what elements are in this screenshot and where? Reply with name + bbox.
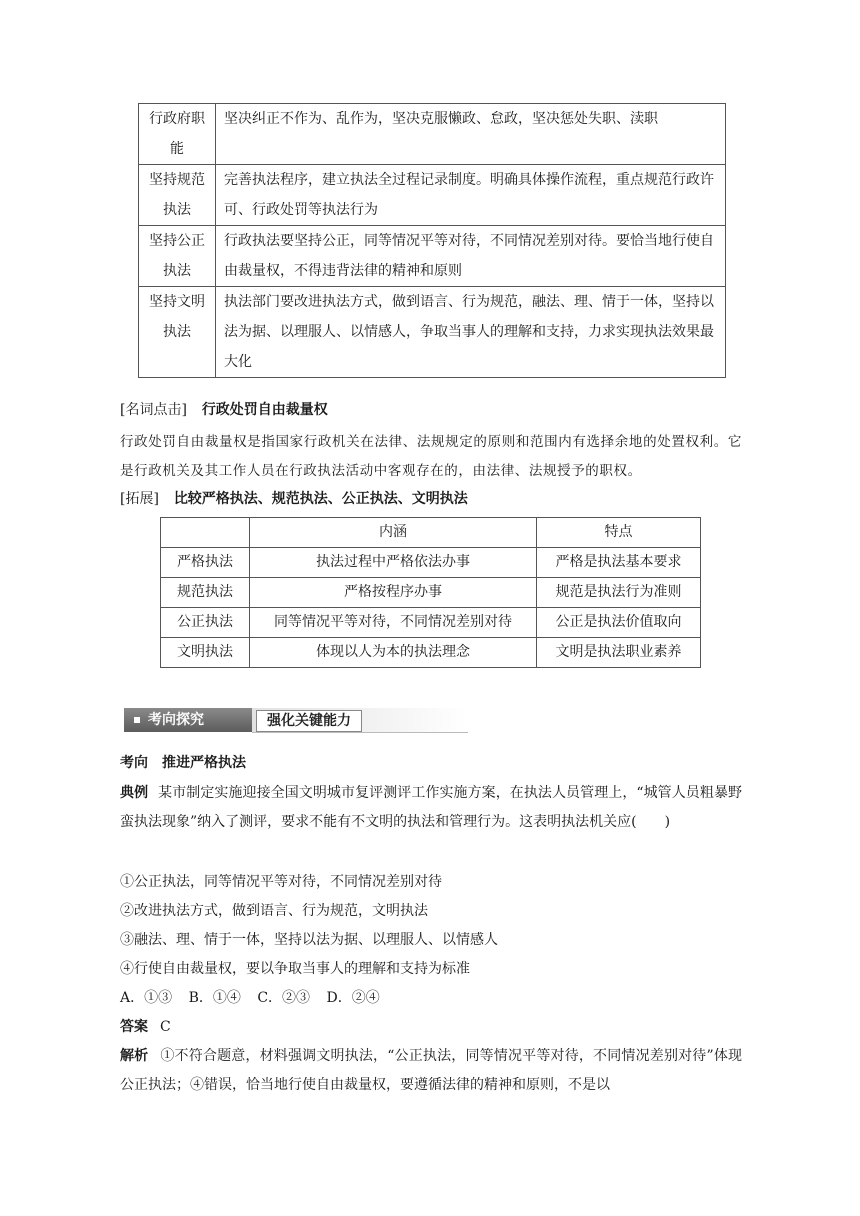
table-cell: 规范执法 <box>161 578 250 608</box>
enforcement-table <box>138 103 726 378</box>
column-header: 特点 <box>537 518 701 548</box>
row-header: 坚持公正执法 <box>139 226 216 287</box>
banner-sub-label: 强化关键能力 <box>256 710 362 732</box>
extension-heading <box>120 488 468 508</box>
table-cell: 严格是执法基本要求 <box>537 548 701 578</box>
question-item: ②改进执法方式，做到语言、行为规范，文明执法 <box>120 903 428 919</box>
table-header-row <box>161 518 701 548</box>
question-stem <box>120 779 742 837</box>
table-cell: 执法过程中严格依法办事 <box>250 548 537 578</box>
table-cell: 公正执法 <box>161 608 250 638</box>
extension-tag: [拓展] <box>120 491 159 507</box>
question-lead: 典例 <box>120 785 149 801</box>
row-content: 坚决纠正不作为、乱作为，坚决克服懒政、怠政，坚决惩处失职、渎职 <box>216 104 726 165</box>
table-row <box>161 578 701 608</box>
question-title: 考向 推进严格执法 <box>120 755 246 771</box>
explanation-text: ①不符合题意，材料强调文明执法，“公正执法，同等情况平等对待，不同情况差别对待”体现公正执法；④错误，恰当地行使自由裁量权，要遵循法律的精神和原则，不是以 <box>120 1048 743 1093</box>
table-cell: 文明是执法职业素养 <box>537 638 701 668</box>
table-cell: 公正是执法价值取向 <box>537 608 701 638</box>
term-title: 行政处罚自由裁量权 <box>201 402 328 418</box>
comparison-table <box>160 517 701 668</box>
square-bullet-icon <box>134 717 140 723</box>
row-header: 行政府职能 <box>139 104 216 165</box>
answer-options <box>120 984 392 1013</box>
table-row <box>139 104 726 165</box>
explanation-label: 解析 <box>120 1048 149 1064</box>
banner-main-label: 考向探究 <box>148 712 204 728</box>
table-cell: 同等情况平等对待，不同情况差别对待 <box>250 608 537 638</box>
table-row <box>161 548 701 578</box>
section-banner <box>124 704 468 736</box>
row-header: 坚持规范执法 <box>139 165 216 226</box>
row-content: 完善执法程序，建立执法全过程记录制度。明确具体操作流程，重点规范行政许可、行政处罚等执法行为 <box>216 165 726 226</box>
term-tag: [名词点击] <box>120 402 187 418</box>
question-item: ④行使自由裁量权，要以争取当事人的理解和支持为标准 <box>120 961 470 977</box>
answer-line <box>120 1013 171 1042</box>
option-d: D．②④ <box>326 990 380 1006</box>
table-row <box>161 608 701 638</box>
table-cell: 严格按程序办事 <box>250 578 537 608</box>
answer-label: 答案 <box>120 1019 148 1035</box>
term-definition: 行政处罚自由裁量权是指国家行政机关在法律、法规规定的原则和范围内有选择余地的处置权利。它是行政机关及其工作人员在行政执法活动中客观存在的，由法律、法规授予的职权。 <box>120 434 742 479</box>
question-item: ①公正执法，同等情况平等对待，不同情况差别对待 <box>120 874 442 890</box>
option-c: C．②③ <box>257 990 311 1006</box>
table-row <box>139 226 726 287</box>
table-row <box>161 638 701 668</box>
term-heading <box>120 399 328 419</box>
extension-title: 比较严格执法、规范执法、公正执法、文明执法 <box>173 491 468 507</box>
question-stem-text: 某市制定实施迎接全国文明城市复评测评工作实施方案，在执法人员管理上，“城管人员粗暴野蛮执法现象”纳入了测评，要求不能有不文明的执法和管理行为。这表明执法机关应( ) <box>120 785 743 830</box>
table-cell: 文明执法 <box>161 638 250 668</box>
option-a: A．①③ <box>120 990 173 1006</box>
table-cell: 严格执法 <box>161 548 250 578</box>
banner-main <box>124 708 252 732</box>
explanation <box>120 1042 742 1100</box>
table-cell: 体现以人为本的执法理念 <box>250 638 537 668</box>
question-item: ③融法、理、情于一体，坚持以法为据、以理服人、以情感人 <box>120 932 498 948</box>
table-row <box>139 287 726 378</box>
option-b: B．①④ <box>188 990 241 1006</box>
column-header <box>161 518 250 548</box>
row-content: 执法部门要改进执法方式，做到语言、行为规范，融法、理、情于一体，坚持以法为据、以理服人、以情感人，争取当事人的理解和支持，力求实现执法效果最大化 <box>216 287 726 378</box>
answer-value: C <box>160 1019 171 1035</box>
table-row <box>139 165 726 226</box>
column-header: 内涵 <box>250 518 537 548</box>
table-cell: 规范是执法行为准则 <box>537 578 701 608</box>
row-content: 行政执法要坚持公正，同等情况平等对待，不同情况差别对待。要恰当地行使自由裁量权，不得违背法律的精神和原则 <box>216 226 726 287</box>
row-header: 坚持文明执法 <box>139 287 216 378</box>
